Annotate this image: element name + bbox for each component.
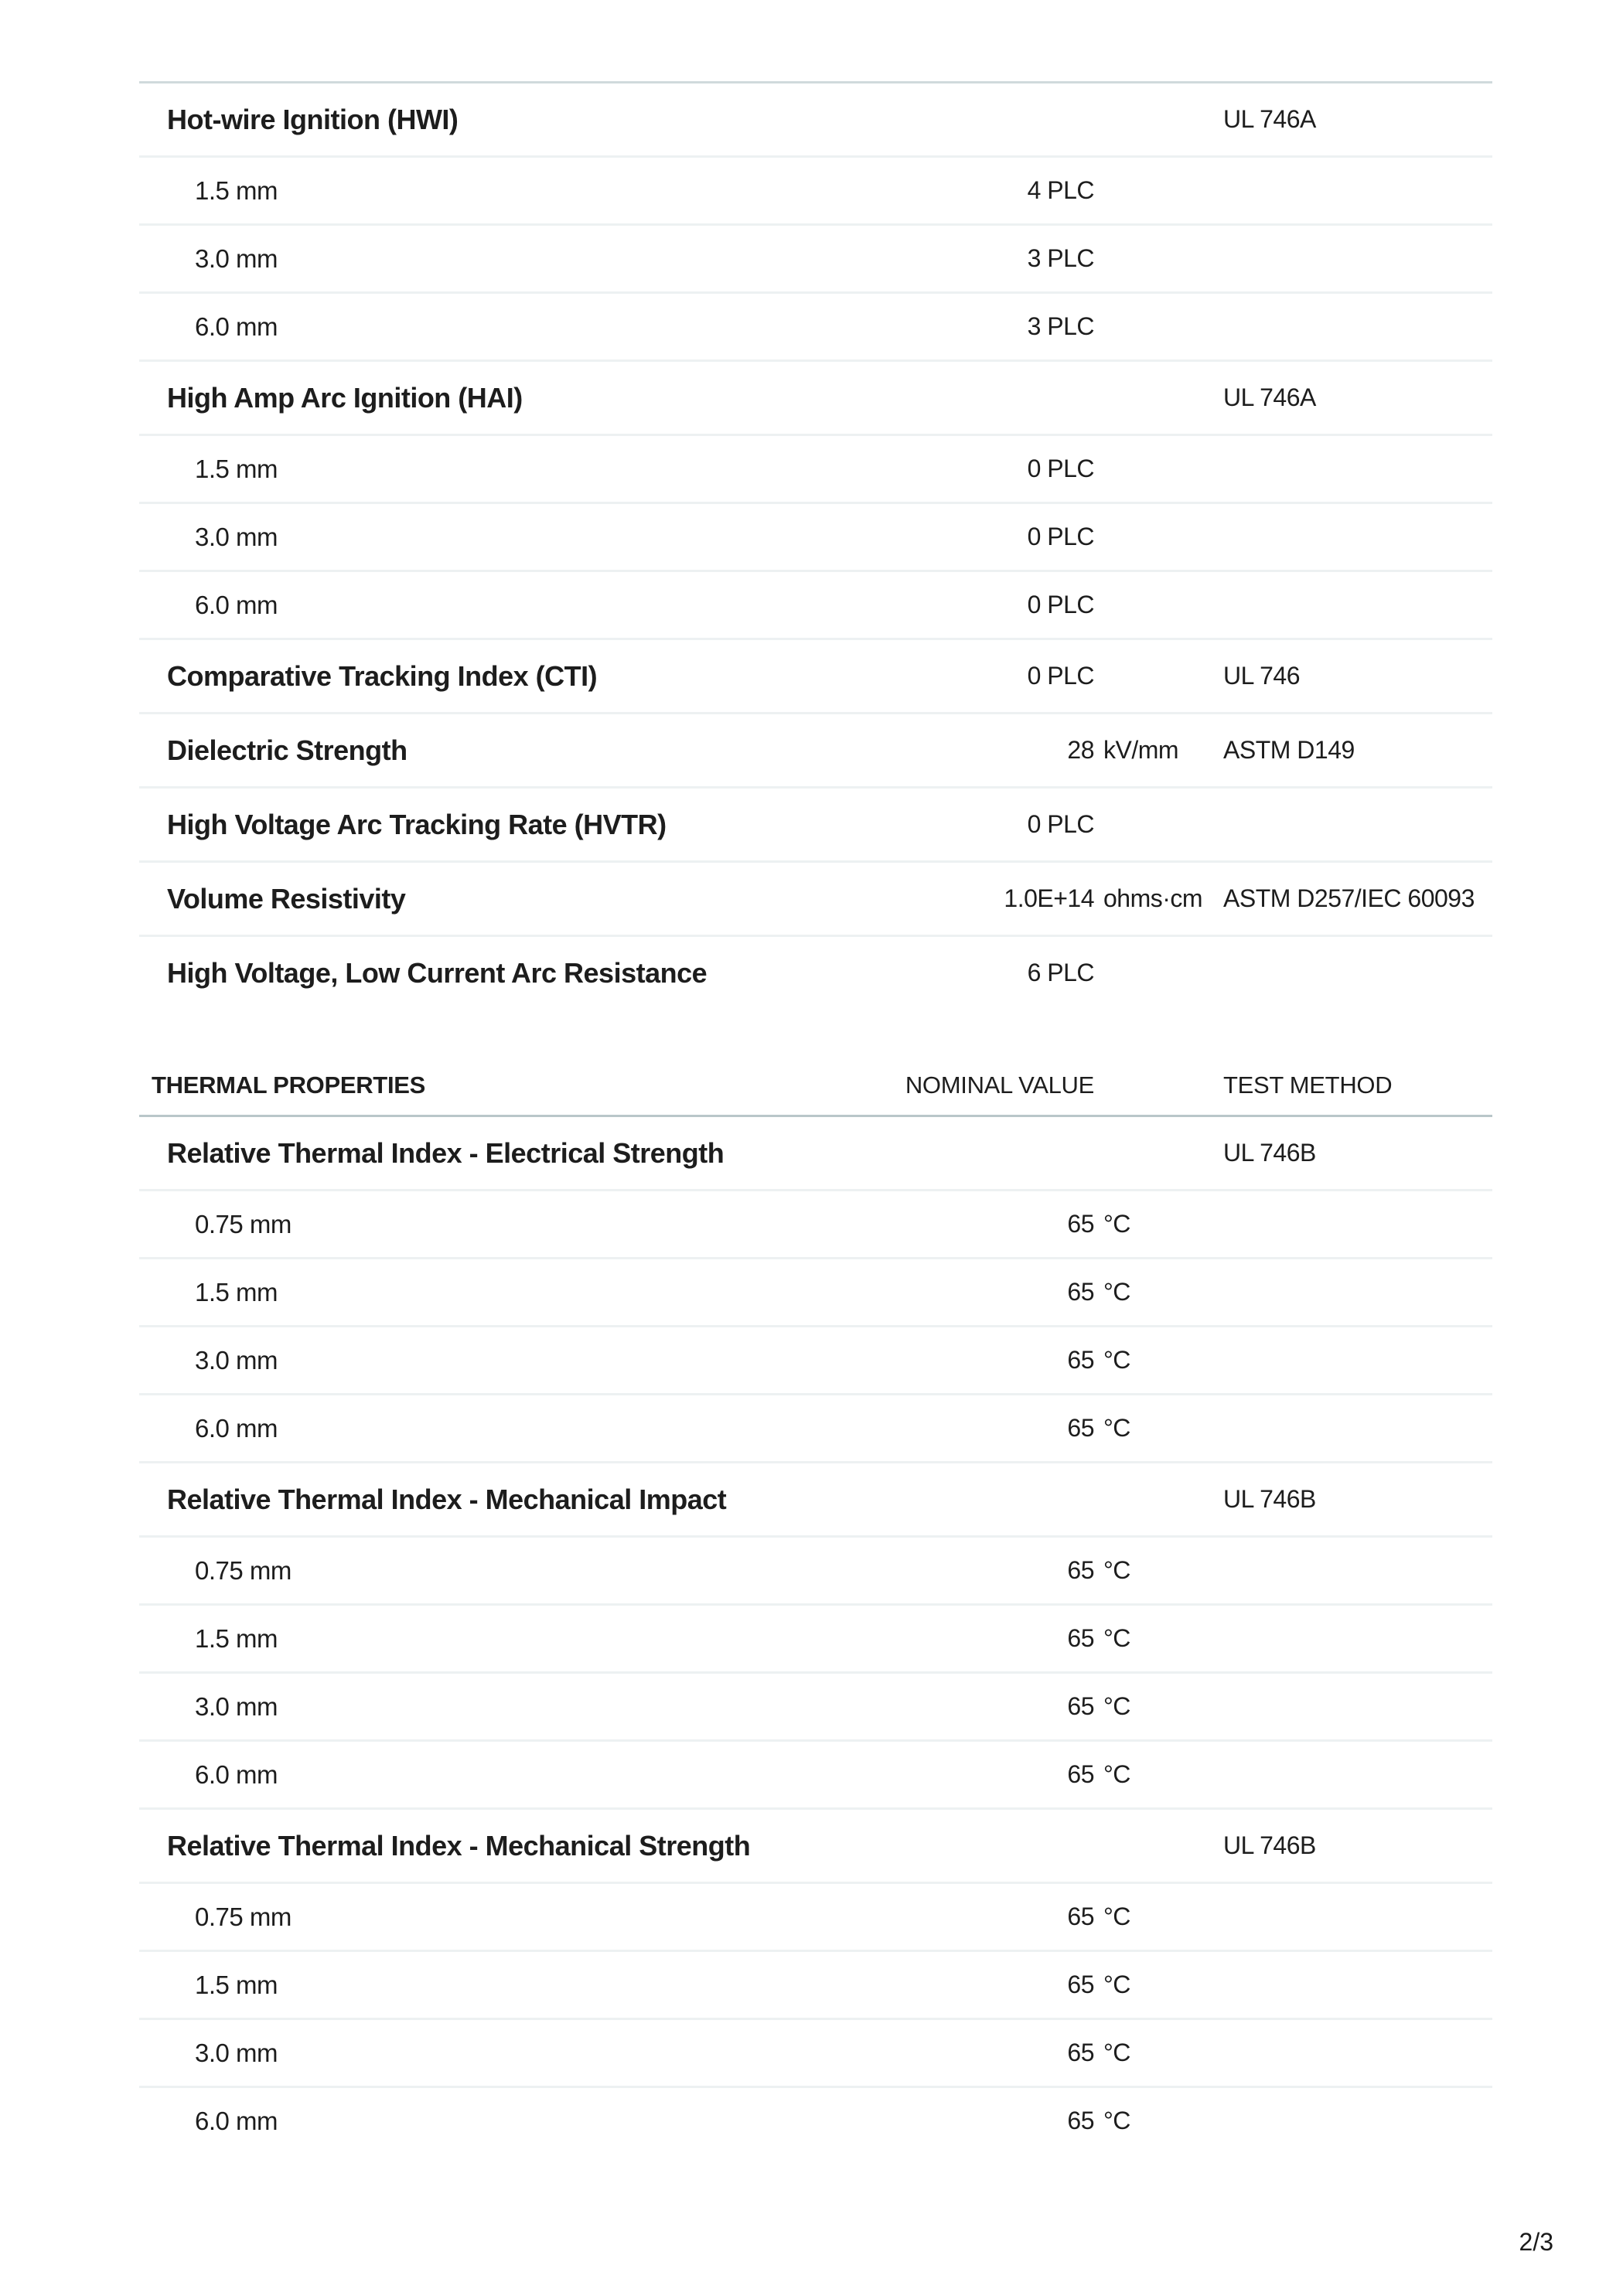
table-row xyxy=(139,1538,1492,1606)
unit: °C xyxy=(1103,1903,1130,1930)
nominal-value: 28 xyxy=(1067,736,1094,764)
property-name: 1.5 mm xyxy=(195,1277,278,1306)
unit: kV/mm xyxy=(1103,736,1179,764)
test-method-column-header: TEST METHOD xyxy=(1223,1071,1393,1099)
property-name: 1.5 mm xyxy=(195,1623,278,1653)
nominal-value: 6 PLC xyxy=(1027,959,1094,986)
property-name: 0.75 mm xyxy=(195,1902,292,1931)
nominal-value: 65 xyxy=(1067,1624,1094,1652)
nominal-value: 65 xyxy=(1067,2039,1094,2066)
table-row xyxy=(139,1952,1492,2020)
nominal-value: 65 xyxy=(1067,1210,1094,1238)
property-name: Volume Resistivity xyxy=(167,882,406,915)
test-method: UL 746B xyxy=(1223,1139,1316,1167)
nominal-value: 4 PLC xyxy=(1027,176,1094,204)
table-row xyxy=(139,714,1492,789)
page-number: 2/3 xyxy=(1519,2228,1553,2256)
table-row xyxy=(139,789,1492,863)
electrical-properties-table xyxy=(139,81,1492,1009)
unit: °C xyxy=(1103,1760,1130,1788)
property-name: 3.0 mm xyxy=(195,244,278,273)
table-row xyxy=(139,1259,1492,1327)
nominal-value-column-header: NOMINAL VALUE xyxy=(905,1071,1094,1099)
unit: °C xyxy=(1103,1346,1130,1374)
unit: ohms·cm xyxy=(1103,884,1203,912)
property-name: 0.75 mm xyxy=(195,1555,292,1585)
properties-sheet xyxy=(139,81,1492,2154)
property-name: 6.0 mm xyxy=(195,590,278,619)
nominal-value: 3 PLC xyxy=(1027,312,1094,340)
unit: °C xyxy=(1103,2107,1130,2134)
nominal-value: 65 xyxy=(1067,1346,1094,1374)
unit: °C xyxy=(1103,1971,1130,1998)
table-row xyxy=(139,1395,1492,1463)
property-name: Dielectric Strength xyxy=(167,734,407,766)
table-row xyxy=(139,1327,1492,1395)
unit: °C xyxy=(1103,1556,1130,1584)
table-row xyxy=(139,640,1492,714)
unit: °C xyxy=(1103,1624,1130,1652)
nominal-value: 0 PLC xyxy=(1027,662,1094,690)
nominal-value: 65 xyxy=(1067,1414,1094,1442)
property-name: 6.0 mm xyxy=(195,1413,278,1443)
unit: °C xyxy=(1103,2039,1130,2066)
nominal-value: 65 xyxy=(1067,1556,1094,1584)
nominal-value: 0 PLC xyxy=(1027,591,1094,618)
property-name: High Voltage Arc Tracking Rate (HVTR) xyxy=(167,808,667,840)
table-row xyxy=(139,504,1492,572)
test-method: UL 746B xyxy=(1223,1831,1316,1859)
property-name: High Voltage, Low Current Arc Resistance xyxy=(167,956,708,989)
property-name: 6.0 mm xyxy=(195,2106,278,2135)
test-method: UL 746 xyxy=(1223,662,1300,690)
property-name: 3.0 mm xyxy=(195,522,278,551)
nominal-value: 1.0E+14 xyxy=(1004,884,1094,912)
nominal-value: 65 xyxy=(1067,2107,1094,2134)
nominal-value: 0 PLC xyxy=(1027,455,1094,482)
property-name: Relative Thermal Index - Electrical Strength xyxy=(167,1136,725,1169)
table-row xyxy=(139,572,1492,640)
table-row xyxy=(139,1191,1492,1259)
property-name: Comparative Tracking Index (CTI) xyxy=(167,659,598,692)
property-name: 6.0 mm xyxy=(195,1759,278,1789)
property-name: 3.0 mm xyxy=(195,2038,278,2067)
property-name: 0.75 mm xyxy=(195,1209,292,1238)
nominal-value: 65 xyxy=(1067,1903,1094,1930)
test-method: ASTM D257/IEC 60093 xyxy=(1223,884,1475,912)
table-row xyxy=(139,362,1492,436)
table-row xyxy=(139,1742,1492,1810)
nominal-value: 0 PLC xyxy=(1027,523,1094,550)
table-row xyxy=(139,863,1492,937)
property-name: High Amp Arc Ignition (HAI) xyxy=(167,381,523,414)
unit: °C xyxy=(1103,1414,1130,1442)
test-method: UL 746B xyxy=(1223,1485,1316,1513)
nominal-value: 65 xyxy=(1067,1760,1094,1788)
thermal-properties-table xyxy=(139,1055,1492,2154)
property-name: Relative Thermal Index - Mechanical Strength xyxy=(167,1829,751,1862)
property-name: 1.5 mm xyxy=(195,175,278,205)
nominal-value: 3 PLC xyxy=(1027,244,1094,272)
table-row xyxy=(139,937,1492,1009)
table-row xyxy=(139,2020,1492,2088)
table-row xyxy=(139,1810,1492,1884)
table-row xyxy=(139,1674,1492,1742)
table-row xyxy=(139,83,1492,158)
table-row xyxy=(139,158,1492,226)
property-name: 1.5 mm xyxy=(195,454,278,483)
property-name: 3.0 mm xyxy=(195,1691,278,1721)
table-row xyxy=(139,2088,1492,2154)
test-method: ASTM D149 xyxy=(1223,736,1355,764)
nominal-value: 0 PLC xyxy=(1027,810,1094,838)
test-method: UL 746A xyxy=(1223,383,1316,411)
table-row xyxy=(139,226,1492,294)
table-row xyxy=(139,1884,1492,1952)
unit: °C xyxy=(1103,1278,1130,1306)
property-name: Hot-wire Ignition (HWI) xyxy=(167,103,459,135)
thermal-properties-column-header: THERMAL PROPERTIES xyxy=(152,1071,426,1099)
unit: °C xyxy=(1103,1210,1130,1238)
unit: °C xyxy=(1103,1692,1130,1720)
property-name: 6.0 mm xyxy=(195,312,278,341)
thermal-table-header-row xyxy=(139,1055,1492,1117)
nominal-value: 65 xyxy=(1067,1692,1094,1720)
table-row xyxy=(139,1117,1492,1191)
test-method: UL 746A xyxy=(1223,105,1316,133)
thermal-table-body xyxy=(139,1117,1492,2154)
nominal-value: 65 xyxy=(1067,1971,1094,1998)
table-row xyxy=(139,436,1492,504)
table-row xyxy=(139,1606,1492,1674)
nominal-value: 65 xyxy=(1067,1278,1094,1306)
table-row xyxy=(139,1463,1492,1538)
property-name: Relative Thermal Index - Mechanical Impact xyxy=(167,1483,727,1515)
property-name: 1.5 mm xyxy=(195,1970,278,1999)
property-name: 3.0 mm xyxy=(195,1345,278,1375)
table-row xyxy=(139,294,1492,362)
